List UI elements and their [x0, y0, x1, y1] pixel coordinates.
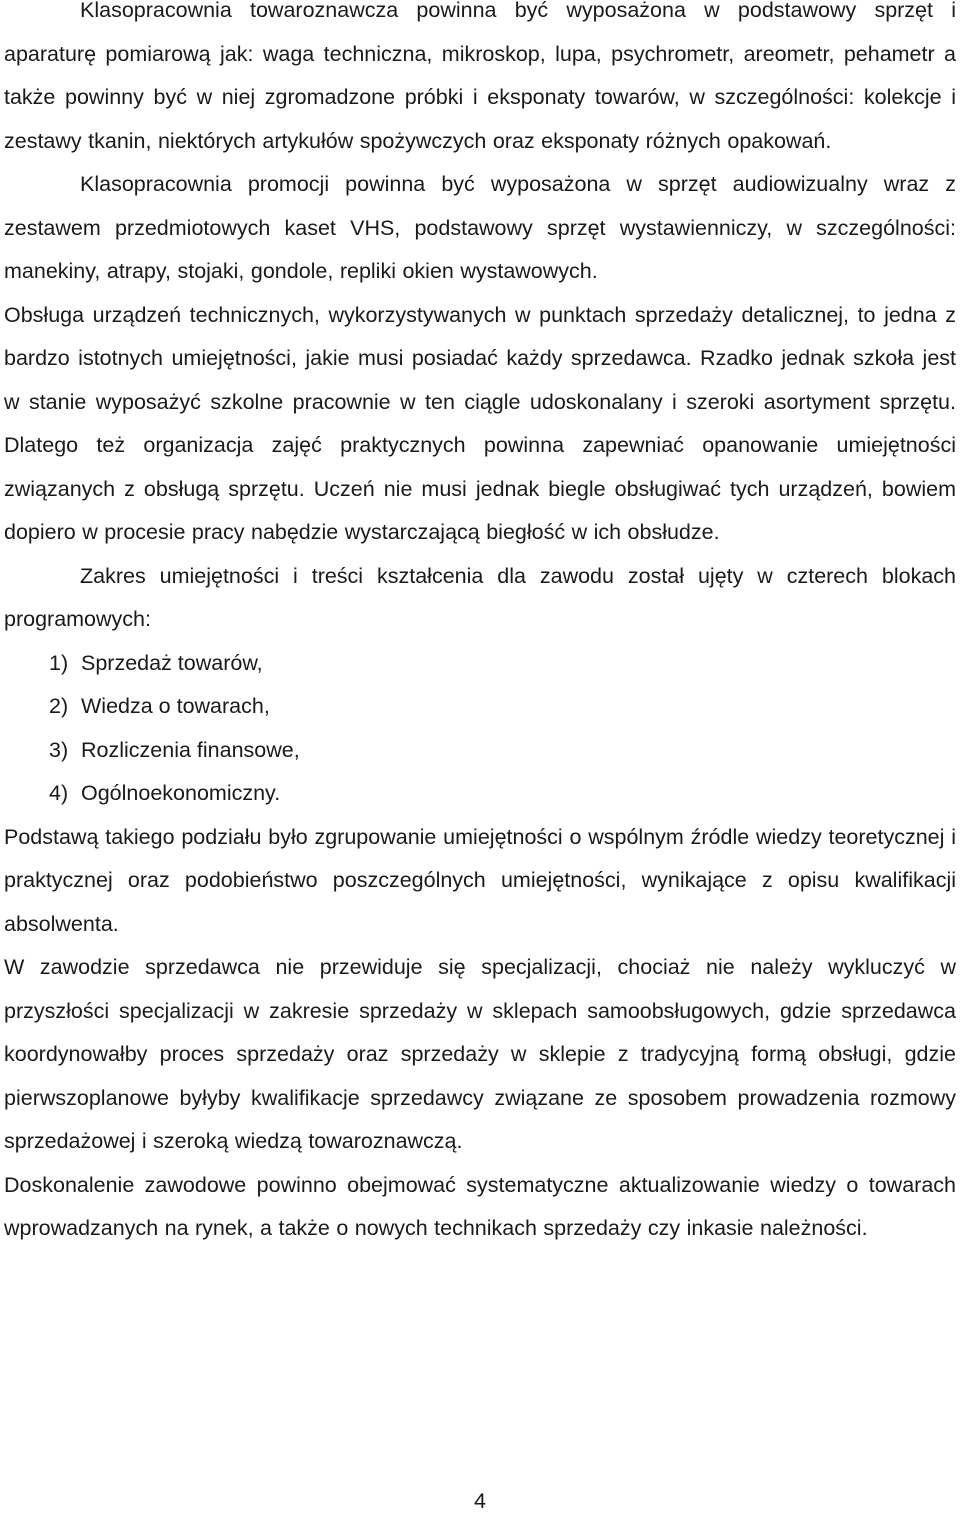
paragraph-specjalizacja: W zawodzie sprzedawca nie przewiduje się specjalizacji, chociaż nie należy wykluczyć w przyszłości specjalizacji w zakresie sprzedaży w sklepach samoobsługowych, gdzie sprzedawca koordynowałby proces sprzedaży oraz sprzedaży w sklepie z tradycyjną formą obsługi, gdzie pierwszoplanowe byłyby kwalifikacje sprzedawcy związane ze sposobem prowadzenia rozmowy sprzedażowej i szeroką wiedzą towaroznawczą.: [4, 955, 956, 1153]
list-item: [4, 729, 956, 773]
page-number: 4: [474, 1489, 486, 1513]
paragraph-towaroznawcza: Klasopracownia towaroznawcza powinna być wyposażona w podstawowy sprzęt i aparaturę pomiarową jak: waga techniczna, mikroskop, lupa, psychrometr, areometr, pehametr a także powinny być w niej zgromadzone próbki i eksponaty towarów, w szczególności: kolekcje i zestawy tkanin, niektórych artykułów spożywczych oraz eksponaty różnych opakowań.: [4, 0, 956, 153]
list-item: [4, 685, 956, 729]
list-item-label: Sprzedaż towarów,: [81, 650, 263, 675]
paragraph-promocji: Klasopracownia promocji powinna być wyposażona w sprzęt audiowizualny wraz z zestawem przedmiotowych kaset VHS, podstawowy sprzęt wystawienniczy, w szczególności: manekiny, atrapy, stojaki, gondole, repliki okien wystawowych.: [4, 172, 956, 283]
paragraph-podstawa-podzialu: Podstawą takiego podziału było zgrupowanie umiejętności o wspólnym źródle wiedzy teoretycznej i praktycznej oraz podobieństwo poszczególnych umiejętności, wynikające z opisu kwalifikacji absolwenta.: [4, 824, 956, 936]
list-item-number: 4): [49, 781, 69, 805]
document-page: [4, 0, 956, 1251]
paragraph-doskonalenie: Doskonalenie zawodowe powinno obejmować systematyczne aktualizowanie wiedzy o towarach wprowadzanych na rynek, a także o nowych technikach sprzedaży czy inkasie należności.: [4, 1172, 956, 1240]
list-item-number: 2): [49, 694, 69, 718]
paragraph-obsluga-urzadzen: Obsługa urządzeń technicznych, wykorzystywanych w punktach sprzedaży detalicznej, to jedna z bardzo istotnych umiejętności, jakie musi posiadać każdy sprzedawca. Rzadko jednak szkoła jest w stanie wyposażyć szkolne pracownie w ten ciągle udoskonalany i szeroki asortyment sprzętu. Dlatego też organizacja zajęć praktycznych powinna zapewniać opanowanie umiejętności związanych z obsługą sprzętu. Uczeń nie musi jednak biegle obsługiwać tych urządzeń, bowiem dopiero w procesie pracy nabędzie wystarczającą biegłość w ich obsłudze.: [4, 302, 956, 544]
list-item-label: Rozliczenia finansowe,: [81, 737, 300, 762]
list-item-label: Wiedza o towarach,: [81, 694, 270, 718]
list-item: [4, 772, 956, 816]
list-item-number: 3): [49, 737, 69, 762]
list-item-number: 1): [49, 650, 69, 675]
program-blocks-list: [4, 642, 956, 816]
paragraph-zakres-umiejetnosci: Zakres umiejętności i treści kształcenia dla zawodu został ujęty w czterech blokach programowych:: [4, 563, 956, 631]
list-item: [4, 642, 956, 686]
list-item-label: Ogólnoekonomiczny.: [81, 781, 281, 805]
